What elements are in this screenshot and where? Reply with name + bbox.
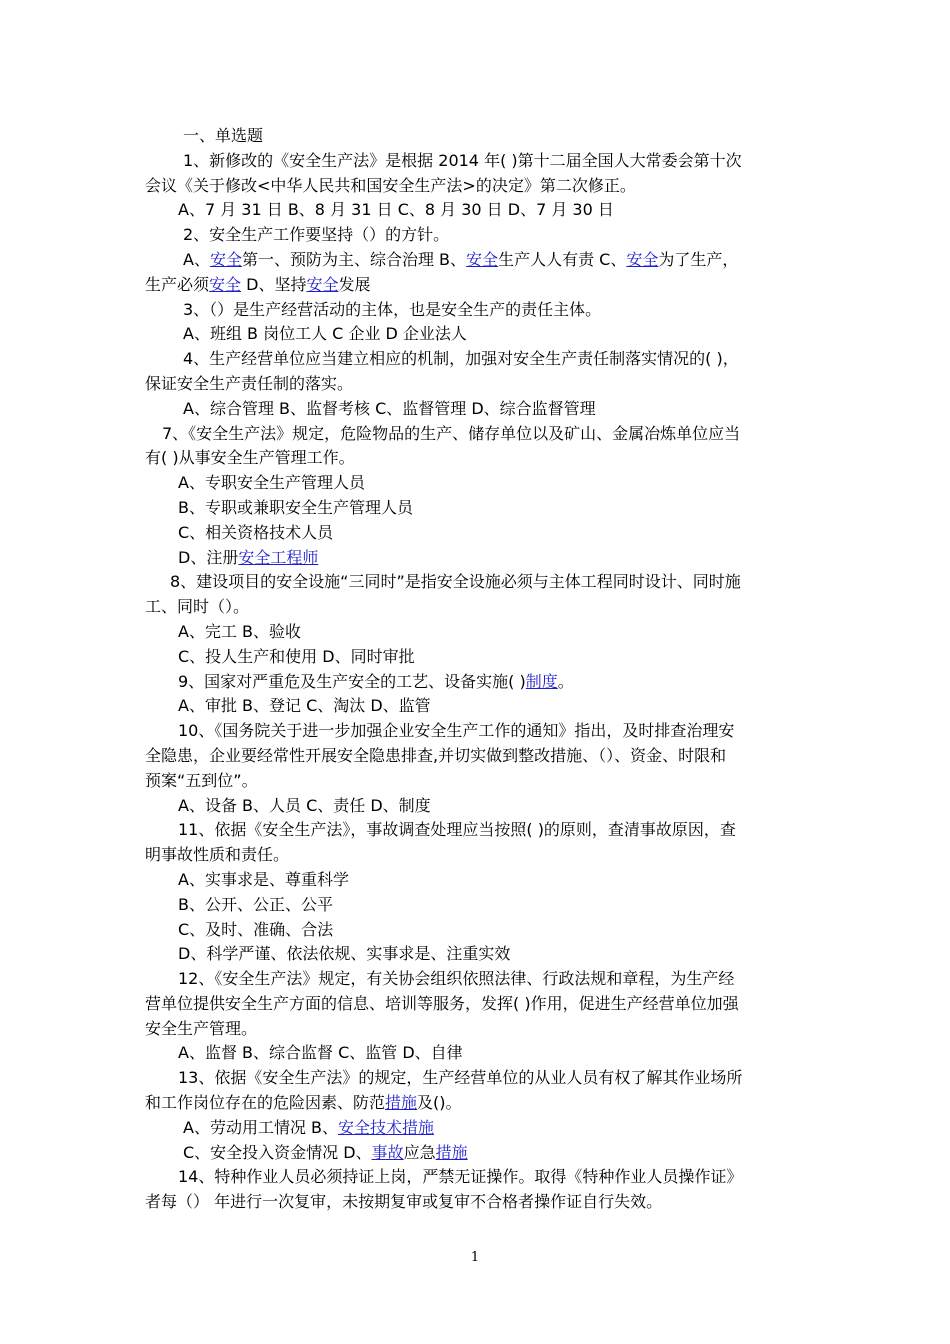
text-run: 为了生产， [658,249,739,269]
text-line [145,992,810,1017]
hyperlink[interactable]: 安全技术措施 [338,1117,435,1137]
text-run: 安全生产管理。 [145,1018,258,1038]
text-run: 13、依据《安全生产法》的规定，生产经营单位的从业人员有权了解其作业场所 [178,1068,743,1088]
text-run: A、综合管理 B、监督考核 C、监督管理 D、综合监督管理 [183,398,596,418]
text-run: C、安全投入资金情况 D、 [183,1142,372,1162]
text-line [145,570,810,595]
text-line [145,967,810,992]
text-run: 。 [557,671,574,691]
hyperlink[interactable]: 安全工程师 [238,547,319,567]
text-line [145,298,810,323]
text-line [145,422,810,447]
text-line [145,942,810,967]
question-lines [145,149,810,1215]
text-run: A、 [183,249,210,269]
text-line [145,645,810,670]
text-run: D、科学严谨、依法依规、实事求是、注重实效 [178,944,511,964]
text-line [145,818,810,843]
text-run: 9、国家对严重危及生产安全的工艺、设备实施( ) [178,671,526,691]
document-body [145,124,810,1215]
text-run: 会议《关于修改<中华人民共和国安全生产法>的决定》第二次修正。 [145,175,636,195]
text-line [145,322,810,347]
text-line [145,620,810,645]
text-line [145,471,810,496]
text-run: 明事故性质和责任。 [145,845,290,865]
text-line [145,1017,810,1042]
text-run: A、监督 B、综合监督 C、监管 D、自律 [178,1043,463,1063]
text-line [145,1066,810,1091]
text-run: 12、《安全生产法》规定，有关协会组织依照法律、行政法规和章程，为生产经 [178,969,735,989]
text-run: 8、建设项目的安全设施“三同时”是指安全设施必须与主体工程同时设计、同时施 [170,572,741,592]
text-line [145,496,810,521]
text-run: 4、生产经营单位应当建立相应的机制，加强对安全生产责任制落实情况的( )， [183,349,739,369]
page-number: 1 [470,1250,480,1265]
text-line [145,918,810,943]
text-run: A、实事求是、尊重科学 [178,869,349,889]
text-run: 保证安全生产责任制的落实。 [145,373,354,393]
text-line [145,1041,810,1066]
text-line [145,347,810,372]
hyperlink[interactable]: 事故 [371,1142,404,1162]
text-line [145,546,810,571]
text-line [145,769,810,794]
text-line [145,223,810,248]
text-line [145,149,810,174]
text-line [145,1165,810,1190]
text-run: 3、（）是生产经营活动的主体，也是安全生产的责任主体。 [183,299,602,319]
text-run: 发展 [338,274,371,294]
text-line [145,744,810,769]
text-run: C、投人生产和使用 D、同时审批 [178,646,415,666]
text-run: A、劳动用工情况 B、 [183,1117,339,1137]
text-line [145,174,810,199]
hyperlink[interactable]: 措施 [435,1142,468,1162]
hyperlink[interactable]: 安全 [306,274,339,294]
text-run: D、注册 [178,547,239,567]
text-run: 第一、预防为主、综合治理 B、 [241,249,467,269]
text-line [145,843,810,868]
text-run: C、及时、准确、合法 [178,919,334,939]
text-run: 14、特种作业人员必须持证上岗，严禁无证操作。取得《特种作业人员操作证》 [178,1167,743,1187]
text-run: 和工作岗位存在的危险因素、防范 [145,1093,386,1113]
hyperlink[interactable]: 安全 [626,249,659,269]
text-run: 营单位提供安全生产方面的信息、培训等服务，发挥( )作用，促进生产经营单位加强 [145,993,739,1013]
text-line [145,794,810,819]
hyperlink[interactable]: 安全 [209,249,242,269]
text-line [145,719,810,744]
text-line [145,1141,810,1166]
text-run: 有( )从事安全生产管理工作。 [145,448,355,468]
hyperlink[interactable]: 制度 [525,671,558,691]
text-line [145,1190,810,1215]
text-line [145,1116,810,1141]
text-run: 生产必须 [145,274,210,294]
text-line [145,670,810,695]
text-line [145,248,810,273]
text-line [145,521,810,546]
text-run: B、公开、公正、公平 [178,894,333,914]
text-run: 全隐患，企业要经常性开展安全隐患排查,并切实做到整改措施、（）、资金、时限和 [145,745,727,765]
text-run: 1、新修改的《安全生产法》是根据 2014 年( )第十二届全国人大常委会第十次 [183,150,742,170]
text-line [145,446,810,471]
text-line [145,1091,810,1116]
text-run: A、班组 B 岗位工人 C 企业 D 企业法人 [183,324,467,344]
text-run: C、相关资格技术人员 [178,522,334,542]
text-run: 预案“五到位”。 [145,770,258,790]
text-run: A、完工 B、验收 [178,621,302,641]
text-line [145,397,810,422]
text-run: A、7 月 31 日 B、8 月 31 日 C、8 月 30 日 D、7 月 30 日 [178,200,614,220]
text-line [145,868,810,893]
text-run: A、专职安全生产管理人员 [178,473,365,493]
hyperlink[interactable]: 安全 [209,274,242,294]
text-run: D、坚持 [241,274,307,294]
text-run: A、设备 B、人员 C、责任 D、制度 [178,795,431,815]
text-run: 10、《国务院关于进一步加强企业安全生产工作的通知》指出，及时排查治理安 [178,721,735,741]
text-run: B、专职或兼职安全生产管理人员 [178,497,413,517]
text-run: 生产人人有责 C、 [498,249,627,269]
text-run: 2、安全生产工作要坚持（）的方针。 [183,225,450,245]
section-title: 一、单选题 [183,126,264,145]
text-run: 工、同时（）。 [145,597,250,617]
text-line [145,893,810,918]
text-line [145,694,810,719]
hyperlink[interactable]: 措施 [385,1093,418,1113]
text-run: 11、依据《安全生产法》，事故调查处理应当按照( )的原则，查清事故原因，查 [178,820,736,840]
hyperlink[interactable]: 安全 [466,249,499,269]
text-run: 及()。 [417,1093,462,1113]
text-line [145,198,810,223]
text-run: 7、《安全生产法》规定，危险物品的生产、储存单位以及矿山、金属冶炼单位应当 [162,423,741,443]
text-line [145,595,810,620]
text-run: 应急 [403,1142,436,1162]
text-line [145,372,810,397]
text-run: 者每（） 年进行一次复审，未按期复审或复审不合格者操作证自行失效。 [145,1192,663,1212]
text-line [145,273,810,298]
text-run: A、审批 B、登记 C、淘汰 D、监管 [178,696,431,716]
